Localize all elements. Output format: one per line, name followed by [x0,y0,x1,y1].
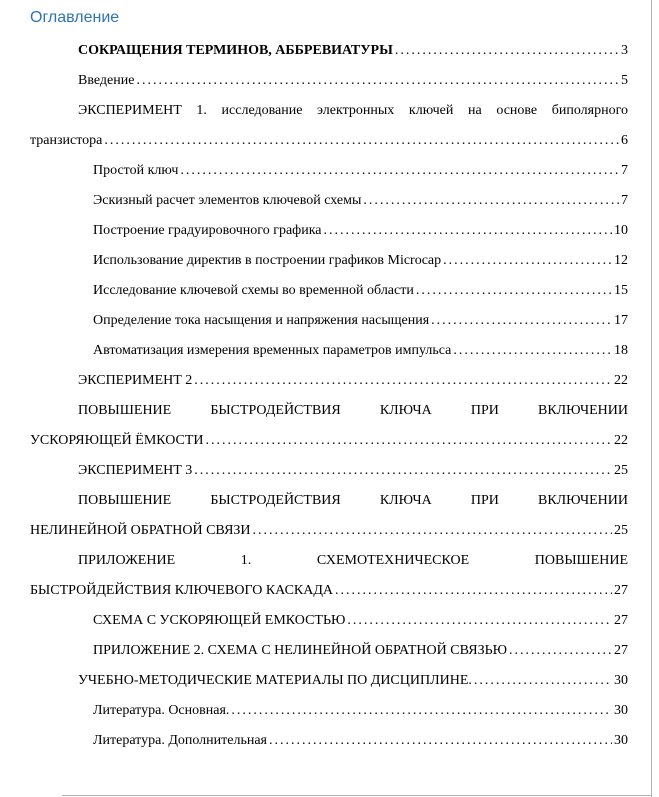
toc-entry-title: ПРИЛОЖЕНИЕ 2. СХЕМА С НЕЛИНЕЙНОЙ ОБРАТНОЙ СВЯЗЬЮ [93,643,508,658]
toc-entry[interactable] [30,696,628,726]
dot-leader [395,36,619,66]
dot-leader [335,576,612,606]
dot-leader [347,606,612,636]
page-number: 7 [621,163,628,178]
page-right-edge-line [651,0,652,797]
dot-leader [194,366,612,396]
page-number: 6 [621,133,628,148]
dot-leader [194,456,612,486]
toc-entry[interactable] [30,246,628,276]
page-number: 30 [614,703,628,718]
page-number: 5 [621,73,628,88]
toc-entry[interactable] [30,546,628,606]
toc-entry-title: Определение тока насыщения и напряжения насыщения [93,313,430,328]
page-number: 30 [614,733,628,748]
toc-entry[interactable] [30,366,628,396]
toc-entry-continuation: БЫСТРОЙДЕЙСТВИЯ КЛЮЧЕВОГО КАСКАДА [30,583,334,598]
toc-entry[interactable] [30,186,628,216]
toc-entry-title: Автоматизация измерения временных параметров импульса [93,343,452,358]
toc-entry-title: Литература. Основная. [93,703,230,718]
page-number: 25 [614,463,628,478]
dot-leader [231,696,612,726]
toc-entry-title: Введение [78,73,135,88]
page-number: 12 [614,253,628,268]
dot-leader [509,636,612,666]
toc-entry-continuation: транзистора [30,133,103,148]
toc-entry-title: ЭКСПЕРИМЕНТ 1. исследование электронных ключей на основе биполярного [78,103,628,118]
dot-leader [253,516,612,546]
toc-entry-title: СОКРАЩЕНИЯ ТЕРМИНОВ, АББРЕВИАТУРЫ [78,43,393,58]
toc-entry[interactable] [30,216,628,246]
page-number: 3 [621,43,628,58]
toc-entry[interactable] [30,666,628,696]
page-number: 15 [614,283,628,298]
page-number: 27 [614,583,628,598]
dot-leader [324,216,612,246]
toc-entry[interactable] [30,336,628,366]
page-number: 22 [614,433,628,448]
toc-entry[interactable] [30,276,628,306]
toc-entry-title: Литература. Дополнительная [93,733,267,748]
toc-entry[interactable] [30,36,628,66]
toc-entry-title: Построение градуировочного графика [93,223,322,238]
toc-entry-title: ПРИЛОЖЕНИЕ 1. СХЕМОТЕХНИЧЕСКОЕ ПОВЫШЕНИЕ [78,553,628,568]
page-number: 18 [614,343,628,358]
toc-entry[interactable] [30,306,628,336]
toc-entry-continuation: УСКОРЯЮЩЕЙ ЁМКОСТИ [30,433,204,448]
toc-entry[interactable] [30,156,628,186]
toc-entry-title: ЭКСПЕРИМЕНТ 2 [78,373,193,388]
dot-leader [206,426,612,456]
page-number: 10 [614,223,628,238]
toc-entry-title: Эскизный расчет элементов ключевой схемы [93,193,362,208]
toc-entry[interactable] [30,456,628,486]
page-number: 30 [614,673,628,688]
toc-entry[interactable] [30,636,628,666]
toc-entry[interactable] [30,66,628,96]
dot-leader [363,186,619,216]
toc-entry-title: Исследование ключевой схемы во временной области [93,283,414,298]
toc-entry-title: СХЕМА С УСКОРЯЮЩЕЙ ЕМКОСТЬЮ [93,613,346,628]
page-number: 22 [614,373,628,388]
toc-entry[interactable] [30,726,628,756]
dot-leader [136,66,619,96]
toc-entry-title: Простой ключ [93,163,179,178]
toc-entry-title: УЧЕБНО-МЕТОДИЧЕСКИЕ МАТЕРИАЛЫ ПО ДИСЦИПЛИНЕ. [78,673,472,688]
page-number: 7 [621,193,628,208]
page-number: 27 [614,613,628,628]
dot-leader [431,306,612,336]
page-bottom-edge-line [62,795,652,796]
page-number: 17 [614,313,628,328]
toc-entry[interactable] [30,486,628,546]
toc-entry[interactable] [30,396,628,456]
toc-entry-title: Использование директив в построении графиков Microcap [93,253,442,268]
dot-leader [104,126,619,156]
dot-leader [180,156,619,186]
toc-entry[interactable] [30,606,628,636]
page-number: 27 [614,643,628,658]
dot-leader [269,726,612,756]
toc-entry[interactable] [30,96,628,156]
toc-entry-title: ПОВЫШЕНИЕ БЫСТРОДЕЙСТВИЯ КЛЮЧА ПРИ ВКЛЮЧЕНИИ [78,493,628,508]
dot-leader [474,666,612,696]
dot-leader [416,276,612,306]
toc-entry-continuation: НЕЛИНЕЙНОЙ ОБРАТНОЙ СВЯЗИ [30,523,251,538]
dot-leader [443,246,612,276]
toc-heading: Оглавление [30,9,120,26]
page-number: 25 [614,523,628,538]
toc-entry-title: ЭКСПЕРИМЕНТ 3 [78,463,193,478]
toc-entry-title: ПОВЫШЕНИЕ БЫСТРОДЕЙСТВИЯ КЛЮЧА ПРИ ВКЛЮЧЕНИИ [78,403,628,418]
dot-leader [453,336,612,366]
